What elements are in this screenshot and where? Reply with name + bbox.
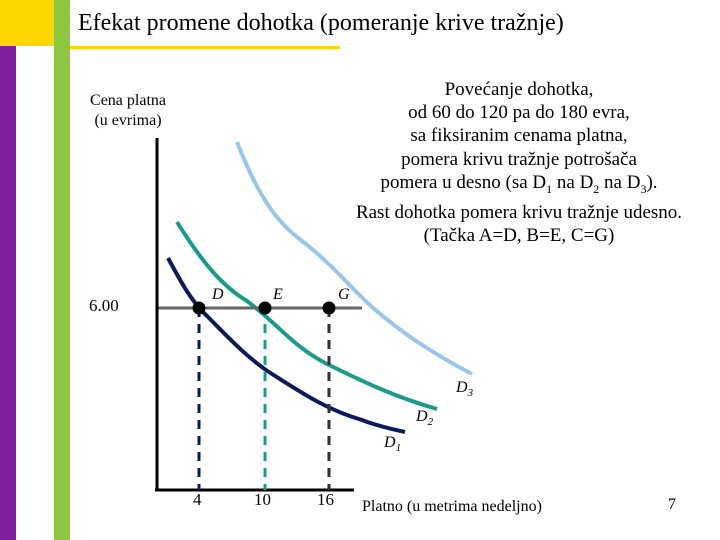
point-label-e: E [273,286,283,303]
quantity-tick-4: 4 [193,490,202,509]
curve-d1 [168,258,405,432]
curve-label-d2 [415,408,434,428]
point-label-g: G [338,286,350,303]
price-tick-label: 6.00 [89,296,119,315]
description-sub3: 3 [640,181,647,196]
curve-label-d1-letter: D [384,434,396,451]
curve-label-d3 [455,379,474,399]
y-axis-label-line2: (u evrima) [94,112,162,129]
description-line5-mid2: na D [599,171,641,193]
y-axis-label-line1: Cena platna [90,92,166,109]
description-line5-mid1: na D [552,171,594,193]
slide-title: Efekat promene dohotka (pomeranje krive tražnje) [78,10,564,36]
point-d [193,302,206,315]
point-g [323,302,336,315]
x-axis-label: Platno (u metrima nedeljno) [362,498,542,515]
curve-label-d1 [383,434,401,454]
description-sub1: 1 [546,181,553,196]
quantity-tick-10: 10 [254,490,271,509]
description-line7: (Tačka A=D, B=E, C=G) [423,225,615,247]
curve-d2 [177,222,437,409]
quantity-tick-16: 16 [317,490,334,509]
curve-label-d2-sub: 2 [427,416,434,428]
description-line2: od 60 do 120 pa do 180 evra, [408,102,630,124]
curve-label-d3-sub: 3 [467,387,474,399]
description-line3: sa fiksiranim cenama platna, [410,125,628,147]
curve-d3 [237,142,472,374]
point-e [259,302,272,315]
description-sub2: 2 [593,181,600,196]
description-line5-post: ). [646,171,658,193]
curve-label-d1-sub: 1 [395,442,402,454]
description-line5-pre: pomera u desno (sa D [380,171,547,193]
description-line1: Povećanje dohotka, [444,79,594,100]
curve-label-d3-letter: D [456,379,468,396]
page-number: 7 [668,496,676,513]
description-line4: pomera krivu tražnje potrošača [401,148,637,170]
curve-label-d2-letter: D [416,408,428,425]
point-label-d: D [212,286,224,303]
description-line6: Rast dohotka pomera krivu tražnje udesno. [355,201,683,223]
